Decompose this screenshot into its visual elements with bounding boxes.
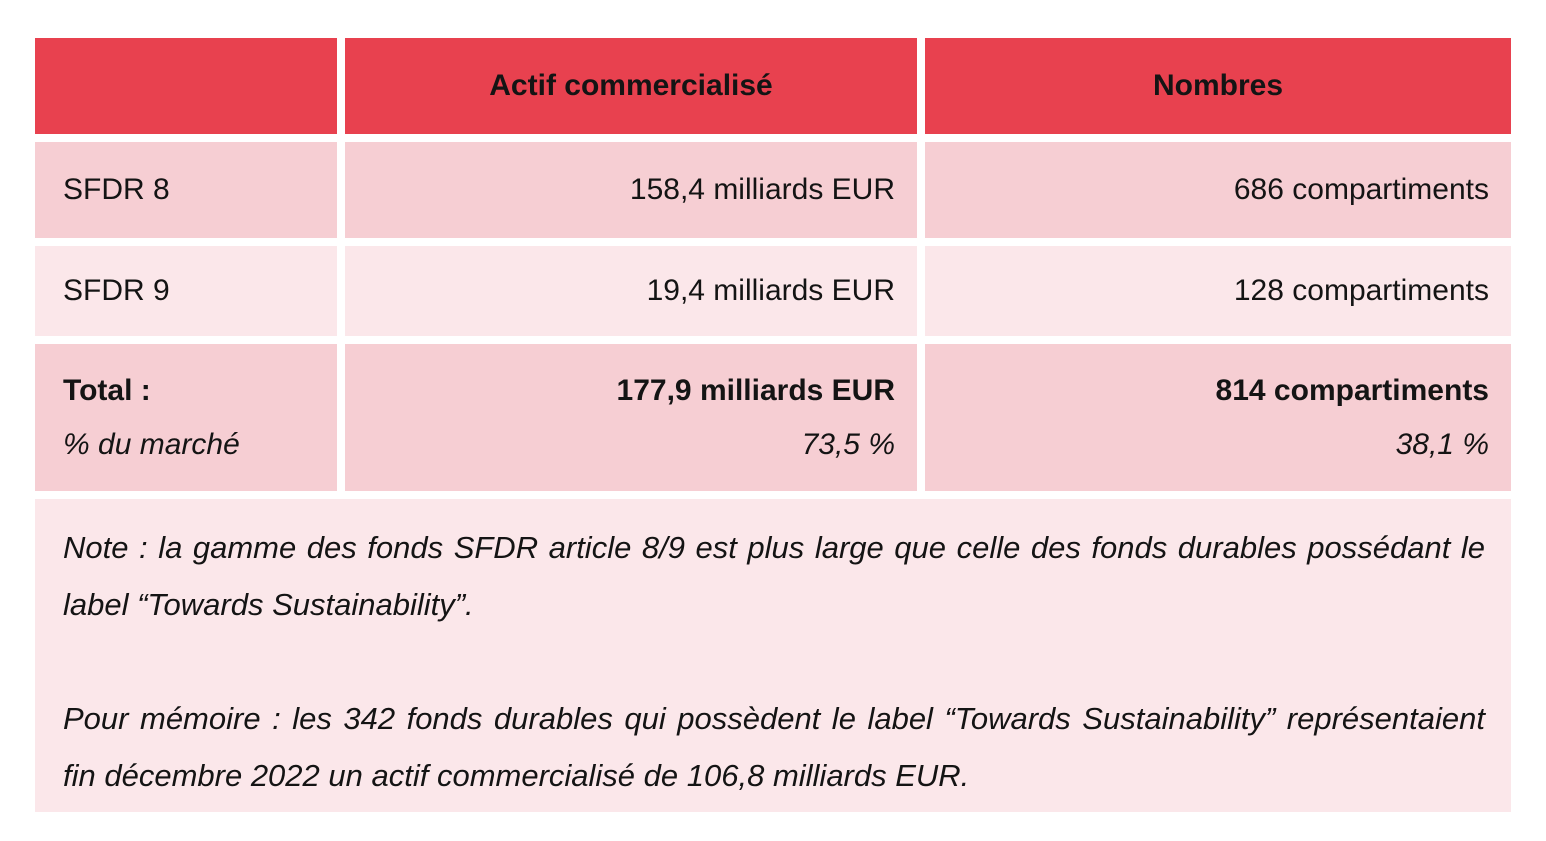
sfdr-funds-table: [35, 38, 1511, 812]
total-actif-value: 177,9 milliards EUR: [616, 373, 895, 407]
row-sfdr8-nombres: 686 compartiments: [925, 142, 1511, 238]
note-paragraph-1: Note : la gamme des fonds SFDR article 8/9 est plus large que celle des fonds durables possédant le label “Towards Sustainability”.: [63, 530, 1485, 622]
total-label: Total :: [63, 373, 151, 407]
row-total-nombres-cell: [925, 344, 1511, 491]
total-nombres-pct: 38,1 %: [1395, 427, 1489, 461]
row-sfdr9-actif: 19,4 milliards EUR: [345, 246, 917, 336]
row-sfdr9-nombres: 128 compartiments: [925, 246, 1511, 336]
row-sfdr9-label: SFDR 9: [35, 246, 337, 336]
header-empty-cell: [35, 38, 337, 134]
row-total-actif-cell: [345, 344, 917, 491]
note-cell: [35, 499, 1511, 812]
total-nombres-value: 814 compartiments: [1215, 373, 1489, 407]
row-sfdr8-label: SFDR 8: [35, 142, 337, 238]
header-actif-commercialise: Actif commercialisé: [345, 38, 917, 134]
total-sublabel-pct-marche: % du marché: [63, 427, 240, 461]
row-sfdr8-actif: 158,4 milliards EUR: [345, 142, 917, 238]
row-total-label-cell: [35, 344, 337, 491]
note-paragraph-2: Pour mémoire : les 342 fonds durables qui possèdent le label “Towards Sustainability” représentaient fin décembre 2022 un actif commercialisé de 106,8 milliards EUR.: [63, 701, 1485, 793]
header-nombres: Nombres: [925, 38, 1511, 134]
total-actif-pct: 73,5 %: [801, 427, 895, 461]
